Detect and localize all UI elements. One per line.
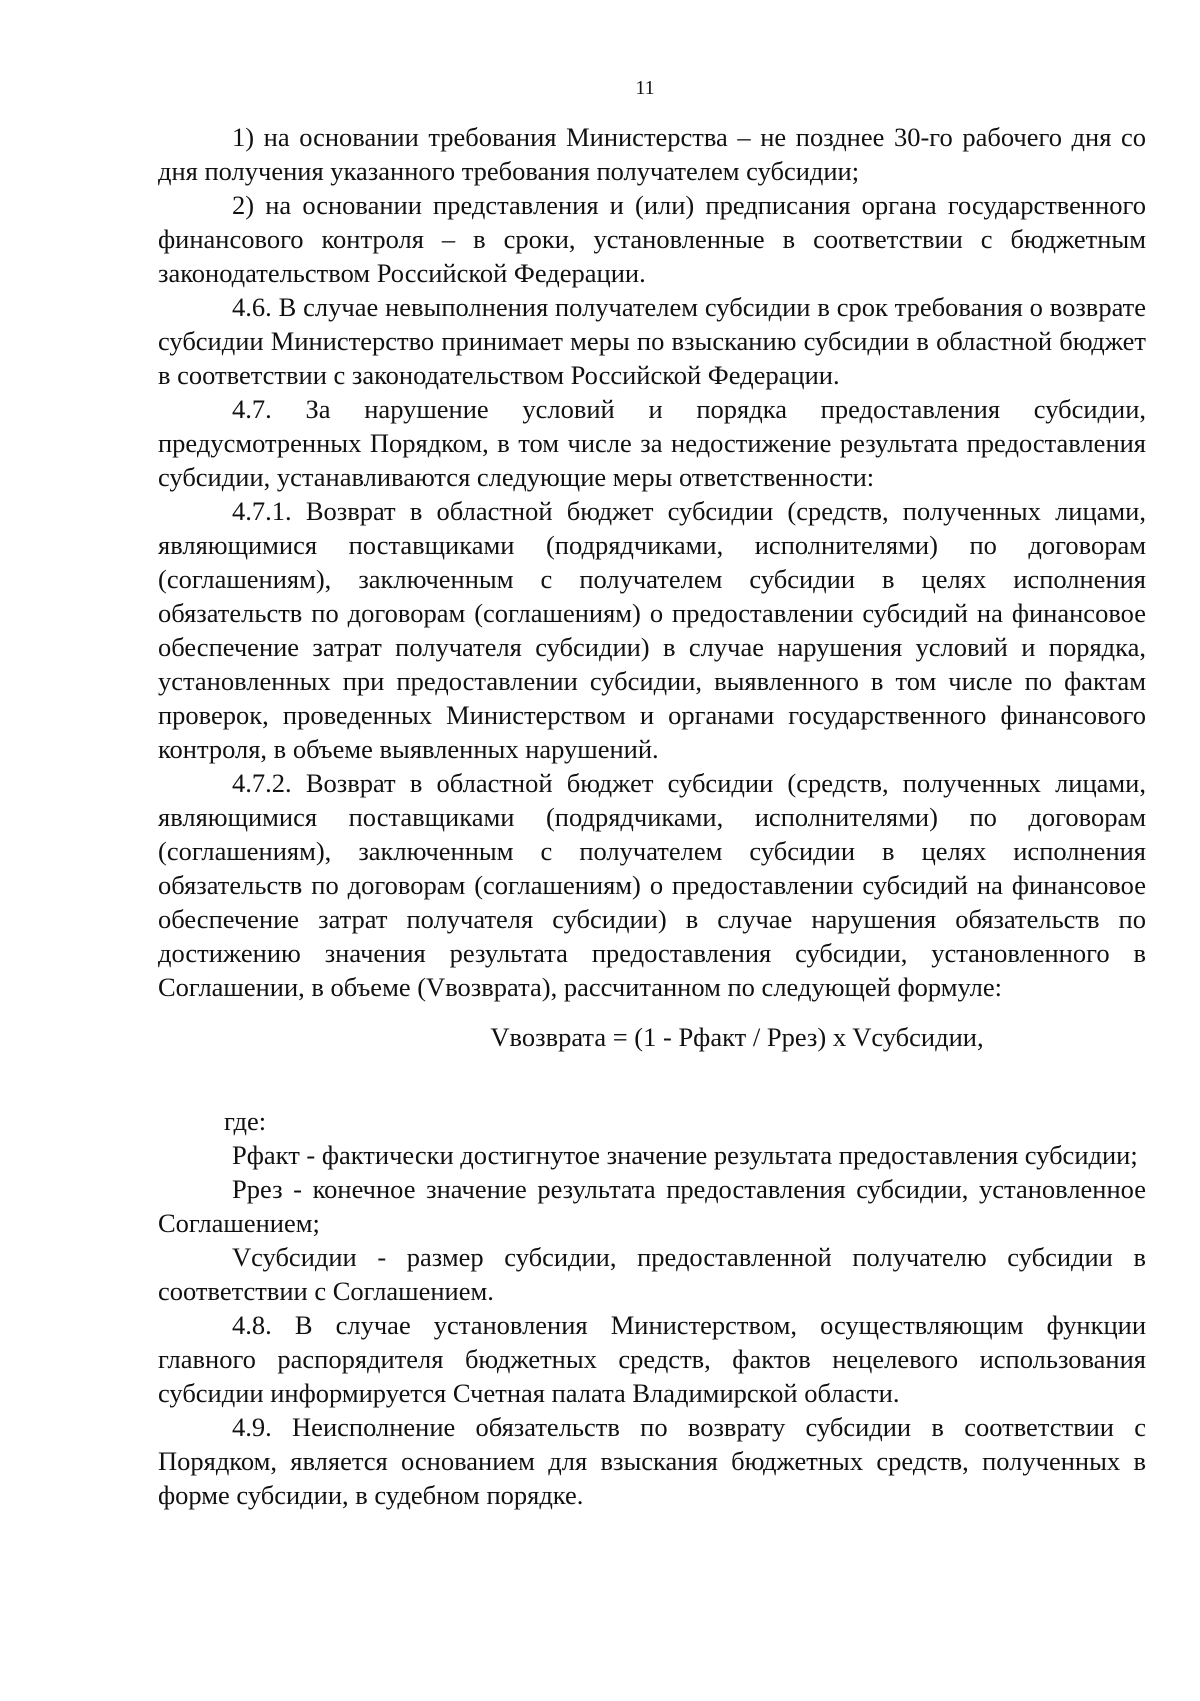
definition-p-fact: Pфакт - фактически достигнутое значение результата предоставления субсидии; — [232, 1140, 1138, 1170]
paragraph-4-7: 4.7. За нарушение условий и порядка предоставления субсидии, предусмотренных Порядком, в том числе за недостижение результата предоставления субсидии, устанавливаются следующие меры ответственности: — [158, 394, 1146, 492]
formula-where-label: где: — [224, 1106, 267, 1136]
definition-v-subsidy: Vсубсидии - размер субсидии, предоставленной получателю субсидии в соответствии с Соглашением. — [158, 1242, 1146, 1306]
paragraph-4-7-1: 4.7.1. Возврат в областной бюджет субсидии (средств, полученных лицами, являющимися поставщиками (подрядчиками, исполнителями) по договорам (соглашениям), заключенным с получателем субсидии в целях исполнения обязательств по договорам (соглашениям) о предоставлении субсидий на финансовое обеспечение затрат получателя субсидии) в случае нарушения условий и порядка, установленных при предоставлении субсидии, выявленного в том числе по фактам проверок, проведенных Министерством и органами государственного финансового контроля, в объеме выявленных нарушений. — [158, 496, 1146, 764]
paragraph-4-8: 4.8. В случае установления Министерством, осуществляющим функции главного распорядителя бюджетных средств, фактов нецелевого использования субсидии информируется Счетная палата Владимирской области. — [158, 1310, 1146, 1408]
paragraph-4-9: 4.9. Неисполнение обязательств по возврату субсидии в соответствии с Порядком, является основанием для взыскания бюджетных средств, полученных в форме субсидии, в судебном порядке. — [158, 1412, 1146, 1510]
document-body — [158, 120, 1146, 1512]
paragraph-return-on-control-order: 2) на основании представления и (или) предписания органа государственного финансового контроля – в сроки, установленные в соответствии с бюджетным законодательством Российской Федерации. — [158, 190, 1146, 288]
definition-p-rez: Pрез - конечное значение результата предоставления субсидии, установленное Соглашением; — [158, 1174, 1146, 1238]
paragraph-4-7-2: 4.7.2. Возврат в областной бюджет субсидии (средств, полученных лицами, являющимися поставщиками (подрядчиками, исполнителями) по договорам (соглашениям), заключенным с получателем субсидии в целях исполнения обязательств по договорам (соглашениям) о предоставлении субсидий на финансовое обеспечение затрат получателя субсидии) в случае нарушения обязательств по достижению значения результата предоставления субсидии, установленного в Соглашении, в объеме (Vвозврата), рассчитанном по следующей формуле: — [158, 768, 1146, 1002]
page-number: 11 — [635, 77, 655, 99]
return-formula: Vвозврата = (1 - Pфакт / Pрез) x Vсубсидии, — [490, 1022, 984, 1052]
paragraph-return-on-ministry-demand: 1) на основании требования Министерства – не позднее 30-го рабочего дня со дня получения указанного требования получателем субсидии; — [158, 122, 1146, 186]
paragraph-4-6: 4.6. В случае невыполнения получателем субсидии в срок требования о возврате субсидии Министерство принимает меры по взысканию субсидии в областной бюджет в соответствии с законодательством Российской Федерации. — [158, 292, 1146, 390]
